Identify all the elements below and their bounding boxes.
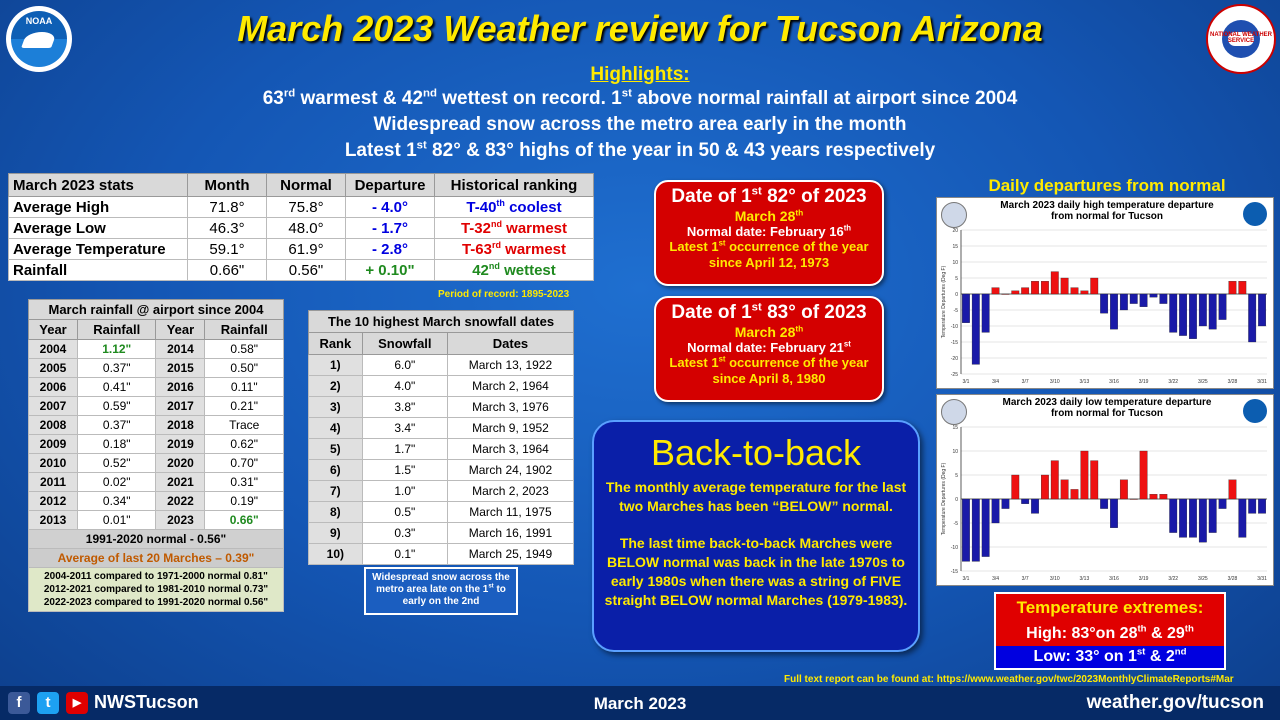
rain-year: 2005 bbox=[29, 359, 78, 378]
bar bbox=[1160, 294, 1168, 304]
rain-year: 2014 bbox=[156, 340, 205, 359]
snow-rank: 6) bbox=[309, 460, 363, 481]
stat-label: Average Temperature bbox=[9, 239, 188, 260]
rain-year: 2011 bbox=[29, 473, 78, 492]
stat-month: 46.3° bbox=[188, 218, 267, 239]
bar bbox=[1002, 499, 1010, 509]
rain-value: 0.58" bbox=[205, 340, 284, 359]
snow-rank: 3) bbox=[309, 397, 363, 418]
low-departure-chart bbox=[936, 394, 1274, 586]
rain-year: 2015 bbox=[156, 359, 205, 378]
bar bbox=[1110, 499, 1118, 528]
snow-date: March 25, 1949 bbox=[447, 544, 573, 565]
table-row bbox=[309, 523, 574, 544]
y-tick-label: 0 bbox=[955, 292, 958, 298]
snow-header: Dates bbox=[447, 333, 573, 355]
bar bbox=[1189, 499, 1197, 537]
facebook-icon[interactable]: f bbox=[8, 692, 30, 714]
rain-year: 2019 bbox=[156, 435, 205, 454]
snowfall-title: The 10 highest March snowfall dates bbox=[309, 311, 574, 333]
y-axis-label: Temperature Departures (Deg F) bbox=[941, 265, 947, 339]
bar bbox=[1258, 294, 1266, 326]
bar bbox=[1081, 291, 1089, 294]
bar bbox=[972, 499, 980, 561]
snow-rank: 5) bbox=[309, 439, 363, 460]
rain-value: 0.41" bbox=[78, 378, 156, 397]
bar bbox=[1219, 499, 1227, 509]
bar bbox=[1248, 294, 1256, 342]
x-tick-label: 3/7 bbox=[1021, 576, 1029, 582]
x-tick-label: 3/16 bbox=[1109, 576, 1119, 582]
rain-compare-line: 2012-2021 compared to 1981-2010 normal 0.73" bbox=[43, 584, 269, 595]
snow-amount: 1.0" bbox=[362, 481, 447, 502]
rain-year: 2009 bbox=[29, 435, 78, 454]
table-row bbox=[29, 473, 284, 492]
bar bbox=[992, 499, 1000, 523]
rain-year: 2012 bbox=[29, 492, 78, 511]
stats-header: March 2023 stats bbox=[9, 174, 188, 197]
rain-year: 2010 bbox=[29, 454, 78, 473]
bar bbox=[1100, 499, 1108, 509]
rain-year: 2006 bbox=[29, 378, 78, 397]
snow-rank: 9) bbox=[309, 523, 363, 544]
bar bbox=[1091, 461, 1099, 499]
footer bbox=[0, 686, 1280, 720]
bar bbox=[1160, 494, 1168, 499]
x-tick-label: 3/1 bbox=[962, 379, 970, 385]
y-tick-label: 15 bbox=[952, 244, 958, 250]
stats-header: Departure bbox=[346, 174, 435, 197]
snow-date: March 13, 1922 bbox=[447, 355, 573, 376]
stat-rank: T-32nd warmest bbox=[435, 218, 594, 239]
rain-year: 2008 bbox=[29, 416, 78, 435]
snowfall-table bbox=[308, 310, 574, 565]
rain-value: 0.19" bbox=[205, 492, 284, 511]
high-departure-chart bbox=[936, 197, 1274, 389]
y-tick-label: -5 bbox=[953, 308, 958, 314]
y-tick-label: 15 bbox=[952, 425, 958, 431]
y-tick-label: 10 bbox=[952, 449, 958, 455]
chart-title: March 2023 daily low temperature departure from normal for Tucson bbox=[1002, 397, 1212, 419]
rain-value: 0.59" bbox=[78, 397, 156, 416]
table-row bbox=[29, 397, 284, 416]
bar bbox=[1071, 288, 1079, 294]
bar bbox=[1130, 499, 1138, 500]
table-row bbox=[309, 418, 574, 439]
youtube-icon[interactable]: ▶ bbox=[66, 692, 88, 714]
y-tick-label: -10 bbox=[950, 324, 958, 330]
bar bbox=[1140, 451, 1148, 499]
rain-year: 2017 bbox=[156, 397, 205, 416]
x-tick-label: 3/4 bbox=[992, 379, 1000, 385]
x-tick-label: 3/28 bbox=[1227, 576, 1238, 582]
bar bbox=[1199, 499, 1207, 542]
x-tick-label: 3/13 bbox=[1079, 379, 1090, 385]
rain-compare-line: 2022-2023 compared to 1991-2020 normal 0.56" bbox=[43, 597, 269, 608]
x-tick-label: 3/1 bbox=[962, 576, 970, 582]
bar bbox=[1110, 294, 1118, 329]
bar bbox=[1071, 489, 1079, 499]
bar bbox=[1150, 294, 1158, 297]
bar bbox=[1258, 499, 1266, 513]
rain-year: 2016 bbox=[156, 378, 205, 397]
rain-value: 0.37" bbox=[78, 359, 156, 378]
snow-amount: 1.5" bbox=[362, 460, 447, 481]
rain-value: 0.34" bbox=[78, 492, 156, 511]
snow-date: March 2, 2023 bbox=[447, 481, 573, 502]
snow-rank: 10) bbox=[309, 544, 363, 565]
rain-value: 0.11" bbox=[205, 378, 284, 397]
low-departure-svg bbox=[937, 395, 1273, 585]
snow-date: March 3, 1976 bbox=[447, 397, 573, 418]
full-text-link[interactable]: Full text report can be found at: https://www.weather.gov/twc/2023MonthlyClimateReports#Mar bbox=[784, 674, 1234, 685]
x-tick-label: 3/10 bbox=[1049, 576, 1060, 582]
snow-date: March 2, 1964 bbox=[447, 376, 573, 397]
highlight-line-3: Latest 1st 82° & 83° highs of the year in 50 & 43 years respectively bbox=[344, 139, 936, 161]
table-row bbox=[309, 439, 574, 460]
highlight-line-1: 63rd warmest & 42nd wettest on record. 1st above normal rainfall at airport since 2004 bbox=[262, 87, 1018, 109]
snow-amount: 3.8" bbox=[362, 397, 447, 418]
table-row bbox=[309, 502, 574, 523]
bar bbox=[992, 288, 1000, 294]
snow-date: March 16, 1991 bbox=[447, 523, 573, 544]
bar bbox=[1031, 281, 1039, 294]
x-tick-label: 3/19 bbox=[1138, 576, 1149, 582]
highlights-heading: Highlights: bbox=[590, 64, 690, 85]
bar bbox=[1051, 461, 1059, 499]
page-title: March 2023 Weather review for Tucson Arizona bbox=[237, 8, 1043, 49]
table-row bbox=[29, 378, 284, 397]
bar bbox=[1209, 294, 1217, 329]
x-tick-label: 3/19 bbox=[1138, 379, 1149, 385]
back-to-back-p2: The last time back-to-back Marches were BELOW normal was back in the late 1970s to early 1980s when there was a string of FIVE straight BELOW normal Marches (1979-1983). bbox=[604, 535, 908, 608]
rain-year: 2004 bbox=[29, 340, 78, 359]
rain-year: 2023 bbox=[156, 511, 205, 530]
stat-label: Average High bbox=[9, 197, 188, 218]
x-tick-label: 3/28 bbox=[1227, 379, 1238, 385]
y-tick-label: -20 bbox=[950, 356, 958, 362]
bar bbox=[962, 499, 970, 561]
y-tick-label: 5 bbox=[955, 276, 958, 282]
extremes-title: Temperature extremes: bbox=[996, 594, 1224, 622]
y-tick-label: -5 bbox=[953, 521, 958, 527]
x-tick-label: 3/22 bbox=[1168, 379, 1179, 385]
bar bbox=[982, 294, 990, 332]
snow-rank: 4) bbox=[309, 418, 363, 439]
stat-month: 71.8° bbox=[188, 197, 267, 218]
table-row bbox=[29, 511, 284, 530]
x-tick-label: 3/25 bbox=[1197, 576, 1208, 582]
bar bbox=[1041, 281, 1049, 294]
rain-normal-note: 1991-2020 normal - 0.56" bbox=[29, 530, 284, 549]
table-row bbox=[9, 239, 594, 260]
table-row bbox=[309, 481, 574, 502]
rain-value: 1.12" bbox=[78, 340, 156, 359]
bar bbox=[1012, 475, 1020, 499]
stat-month: 0.66" bbox=[188, 260, 267, 281]
rain-value: 0.62" bbox=[205, 435, 284, 454]
bar bbox=[1021, 288, 1029, 294]
y-axis-label: Temperature Departures (Deg F) bbox=[941, 462, 947, 536]
snow-date: March 9, 1952 bbox=[447, 418, 573, 439]
rain-year: 2021 bbox=[156, 473, 205, 492]
rainfall-table bbox=[28, 299, 284, 612]
snow-rank: 7) bbox=[309, 481, 363, 502]
snow-amount: 0.5" bbox=[362, 502, 447, 523]
rain-header: Year bbox=[29, 320, 78, 340]
bar bbox=[1179, 499, 1187, 537]
rain-value: 0.18" bbox=[78, 435, 156, 454]
stat-departure: + 0.10" bbox=[346, 260, 435, 281]
snow-header: Snowfall bbox=[362, 333, 447, 355]
bar bbox=[1219, 294, 1227, 320]
table-row bbox=[9, 197, 594, 218]
rain-header: Rainfall bbox=[78, 320, 156, 340]
table-row bbox=[29, 435, 284, 454]
first-83-box: Date of 1st 83° of 2023 March 28th Normal date: February 21st Latest 1st occurrence of the year since April 8, 1980 bbox=[654, 296, 884, 402]
bar bbox=[1130, 294, 1138, 304]
bar bbox=[1140, 294, 1148, 307]
bar bbox=[1209, 499, 1217, 533]
back-to-back-title: Back-to-back bbox=[650, 432, 862, 473]
high-departure-svg bbox=[937, 198, 1273, 388]
stat-rank: 42nd wettest bbox=[435, 260, 594, 281]
rain-value: 0.52" bbox=[78, 454, 156, 473]
snow-amount: 3.4" bbox=[362, 418, 447, 439]
bar bbox=[1239, 281, 1247, 294]
table-row bbox=[309, 376, 574, 397]
twitter-icon[interactable]: t bbox=[37, 692, 59, 714]
stat-label: Rainfall bbox=[9, 260, 188, 281]
back-to-back-p1: The monthly average temperature for the last two Marches has been “BELOW” normal. bbox=[605, 479, 907, 514]
x-tick-label: 3/10 bbox=[1049, 379, 1060, 385]
snow-rank: 2) bbox=[309, 376, 363, 397]
x-tick-label: 3/22 bbox=[1168, 576, 1179, 582]
bar bbox=[1100, 294, 1108, 313]
bar bbox=[1091, 278, 1099, 294]
highlight-line-2: Widespread snow across the metro area early in the month bbox=[373, 114, 907, 135]
y-tick-label: 20 bbox=[952, 228, 958, 234]
y-tick-label: -10 bbox=[950, 545, 958, 551]
rain-header: Year bbox=[156, 320, 205, 340]
stat-rank: T-63rd warmest bbox=[435, 239, 594, 260]
bar bbox=[1120, 294, 1128, 310]
snow-header: Rank bbox=[309, 333, 363, 355]
rain-value: 0.02" bbox=[78, 473, 156, 492]
rain-year: 2007 bbox=[29, 397, 78, 416]
stat-normal: 48.0° bbox=[267, 218, 346, 239]
departures-title: Daily departures from normal bbox=[988, 176, 1226, 195]
stats-header: Historical ranking bbox=[435, 174, 594, 197]
stat-month: 59.1° bbox=[188, 239, 267, 260]
bar bbox=[1081, 451, 1089, 499]
snow-date: March 11, 1975 bbox=[447, 502, 573, 523]
rain-header: Rainfall bbox=[205, 320, 284, 340]
rain-compare-notes bbox=[29, 568, 284, 612]
x-tick-label: 3/31 bbox=[1257, 576, 1267, 582]
rain-average-note: Average of last 20 Marches – 0.39" bbox=[29, 549, 284, 568]
first-82-box: Date of 1st 82° of 2023 March 28th Normal date: February 16th Latest 1st occurrence of the year since April 12, 1973 bbox=[654, 180, 884, 286]
bar bbox=[1061, 278, 1069, 294]
bar bbox=[1239, 499, 1247, 537]
rain-value: Trace bbox=[205, 416, 284, 435]
snow-date: March 24, 1902 bbox=[447, 460, 573, 481]
y-tick-label: -15 bbox=[950, 340, 958, 346]
snow-amount: 4.0" bbox=[362, 376, 447, 397]
bar bbox=[1051, 272, 1059, 294]
stat-departure: - 1.7° bbox=[346, 218, 435, 239]
table-row bbox=[29, 492, 284, 511]
bar bbox=[1169, 294, 1177, 332]
stats-table bbox=[8, 173, 594, 281]
rain-value: 0.37" bbox=[78, 416, 156, 435]
stat-departure: - 4.0° bbox=[346, 197, 435, 218]
stat-normal: 75.8° bbox=[267, 197, 346, 218]
bar bbox=[1031, 499, 1039, 513]
stat-label: Average Low bbox=[9, 218, 188, 239]
y-tick-label: 0 bbox=[955, 497, 958, 503]
table-row bbox=[309, 355, 574, 376]
stat-normal: 0.56" bbox=[267, 260, 346, 281]
x-tick-label: 3/16 bbox=[1109, 379, 1119, 385]
x-tick-label: 3/4 bbox=[992, 576, 1000, 582]
bar bbox=[1248, 499, 1256, 513]
rain-value: 0.66" bbox=[205, 511, 284, 530]
rain-year: 2022 bbox=[156, 492, 205, 511]
table-row bbox=[9, 218, 594, 239]
stats-header: Month bbox=[188, 174, 267, 197]
rain-year: 2020 bbox=[156, 454, 205, 473]
y-tick-label: -25 bbox=[950, 372, 958, 378]
rain-value: 0.01" bbox=[78, 511, 156, 530]
table-row bbox=[29, 454, 284, 473]
table-row bbox=[309, 544, 574, 565]
x-tick-label: 3/7 bbox=[1021, 379, 1029, 385]
bar bbox=[1179, 294, 1187, 336]
stats-header: Normal bbox=[267, 174, 346, 197]
bar bbox=[1229, 480, 1237, 499]
y-tick-label: -15 bbox=[950, 569, 958, 575]
table-row bbox=[9, 260, 594, 281]
extremes-low: Low: 33° on 1st & 2nd bbox=[996, 646, 1224, 668]
bar bbox=[1012, 291, 1020, 294]
rain-value: 0.21" bbox=[205, 397, 284, 416]
rain-value: 0.70" bbox=[205, 454, 284, 473]
x-tick-label: 3/25 bbox=[1197, 379, 1208, 385]
y-tick-label: 5 bbox=[955, 473, 958, 479]
rain-value: 0.31" bbox=[205, 473, 284, 492]
nws-logo-text: NATIONAL WEATHER SERVICE bbox=[1210, 32, 1272, 44]
rain-value: 0.50" bbox=[205, 359, 284, 378]
chart-title: March 2023 daily high temperature departure from normal for Tucson bbox=[1000, 200, 1214, 222]
noaa-logo-text: NOAA bbox=[25, 16, 53, 26]
temperature-extremes bbox=[994, 592, 1226, 670]
extremes-high: High: 83°on 28th & 29th bbox=[996, 622, 1224, 646]
snow-amount: 6.0" bbox=[362, 355, 447, 376]
snow-date: March 3, 1964 bbox=[447, 439, 573, 460]
bar bbox=[1021, 499, 1029, 504]
stat-rank: T-40th coolest bbox=[435, 197, 594, 218]
bar bbox=[1002, 294, 1010, 295]
snow-amount: 0.1" bbox=[362, 544, 447, 565]
bar bbox=[1041, 475, 1049, 499]
rainfall-title: March rainfall @ airport since 2004 bbox=[29, 300, 284, 320]
back-to-back-box bbox=[592, 420, 920, 652]
bar bbox=[982, 499, 990, 557]
bar bbox=[1199, 294, 1207, 326]
table-row bbox=[29, 340, 284, 359]
table-row bbox=[309, 397, 574, 418]
rain-year: 2018 bbox=[156, 416, 205, 435]
rain-compare-line: 2004-2011 compared to 1971-2000 normal 0.81" bbox=[44, 571, 268, 582]
social-handle[interactable]: NWSTucson bbox=[94, 692, 199, 712]
bar bbox=[962, 294, 970, 323]
bar bbox=[1189, 294, 1197, 339]
website-link[interactable]: weather.gov/tucson bbox=[1086, 692, 1264, 713]
bar bbox=[1061, 480, 1069, 499]
x-tick-label: 3/31 bbox=[1257, 379, 1267, 385]
snow-rank: 8) bbox=[309, 502, 363, 523]
y-tick-label: 10 bbox=[952, 260, 958, 266]
footer-month: March 2023 bbox=[593, 694, 687, 713]
stat-departure: - 2.8° bbox=[346, 239, 435, 260]
bar bbox=[972, 294, 980, 364]
period-of-record: Period of record: 1895-2023 bbox=[438, 289, 570, 300]
table-row bbox=[29, 359, 284, 378]
snow-rank: 1) bbox=[309, 355, 363, 376]
bar bbox=[1150, 494, 1158, 499]
table-row bbox=[29, 416, 284, 435]
bar bbox=[1120, 480, 1128, 499]
rain-year: 2013 bbox=[29, 511, 78, 530]
bar bbox=[1169, 499, 1177, 533]
x-tick-label: 3/13 bbox=[1079, 576, 1090, 582]
bar bbox=[1229, 281, 1237, 294]
snow-amount: 1.7" bbox=[362, 439, 447, 460]
table-row bbox=[309, 460, 574, 481]
noaa-logo bbox=[6, 6, 72, 72]
snow-amount: 0.3" bbox=[362, 523, 447, 544]
snow-note: Widespread snow across the metro area late on the 1st to early on the 2nd bbox=[364, 567, 518, 615]
stat-normal: 61.9° bbox=[267, 239, 346, 260]
